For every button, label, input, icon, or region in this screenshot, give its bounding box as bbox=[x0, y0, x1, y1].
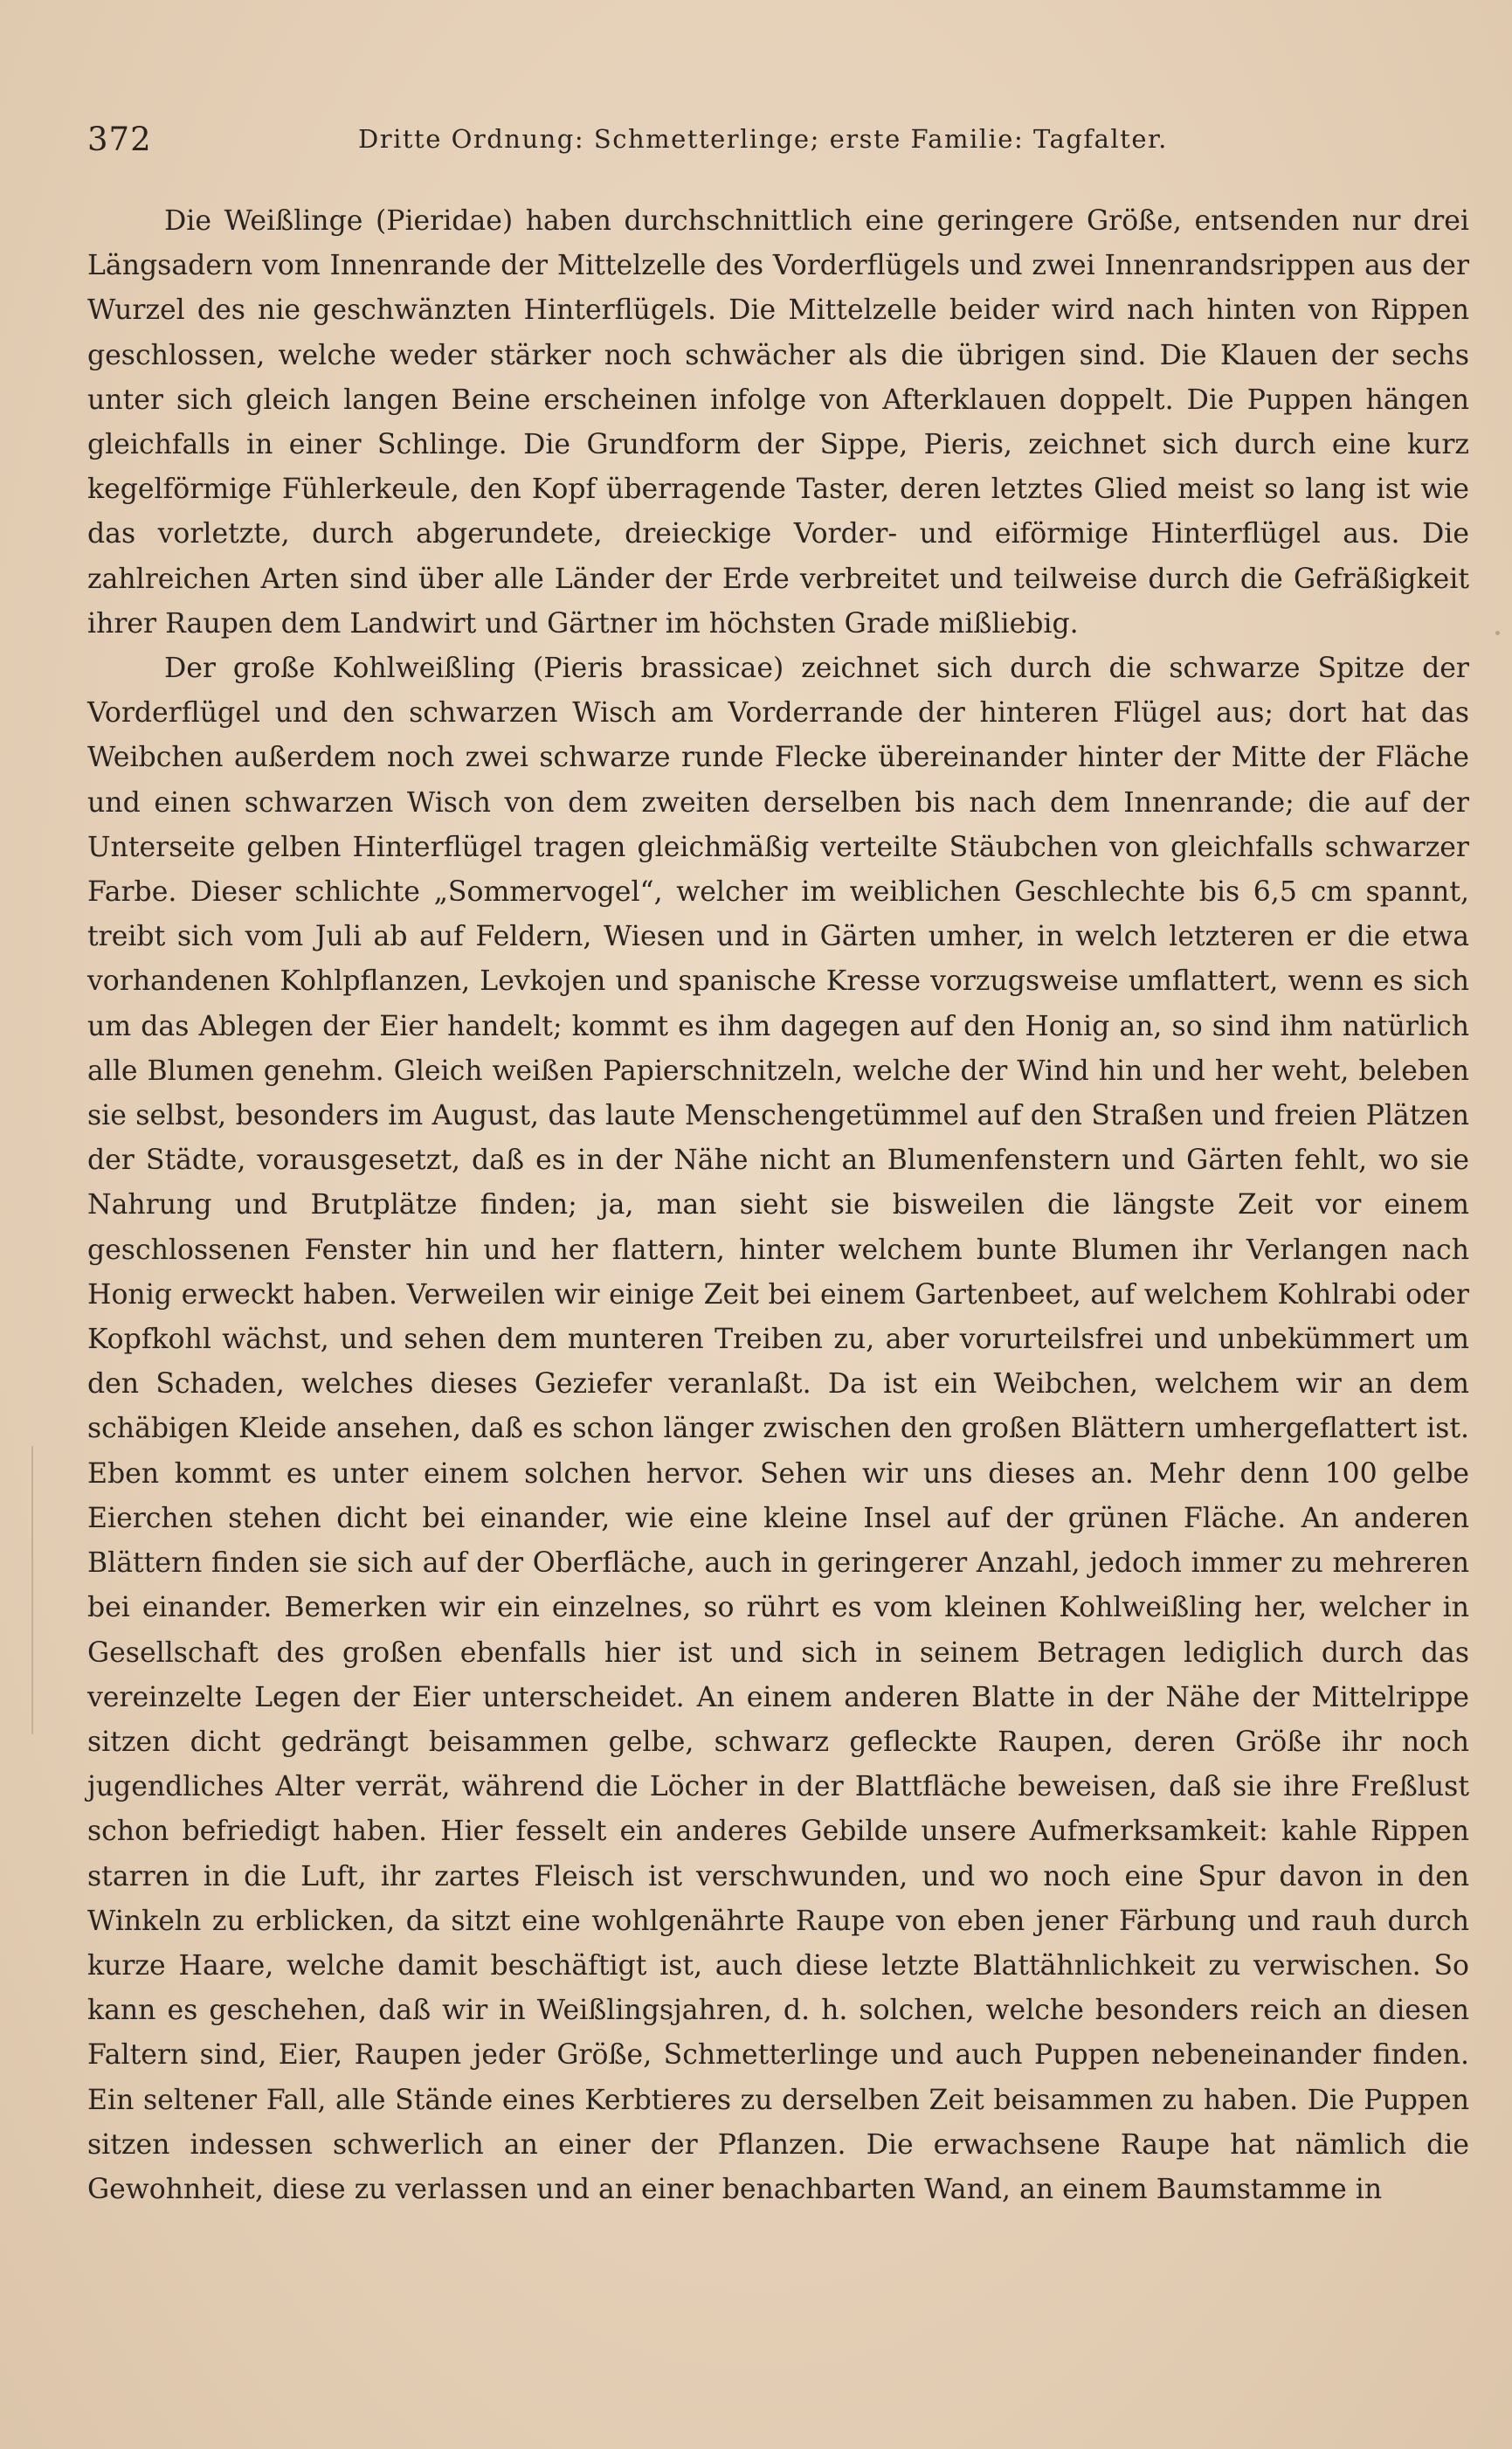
paragraph-pieridae: Die Weißlinge (Pieridae) haben durchschnittlich eine geringere Größe, entsenden nur drei Längsadern vom Innenrande der Mittelzelle des Vorderflügels und zwei Innenrandsrippen aus der Wurzel des nie geschwänzten Hinterflügels. Die Mittelzelle beider wird nach hinten von Rippen geschlossen, welche weder stärker noch schwächer als die übrigen sind. Die Klauen der sechs unter sich gleich langen Beine erscheinen infolge von Afterklauen doppelt. Die Puppen hängen gleichfalls in einer Schlinge. Die Grundform der Sippe, Pieris, zeichnet sich durch eine kurz kegelförmige Fühlerkeule, den Kopf überragende Taster, deren letztes Glied meist so lang ist wie das vorletzte, durch abgerundete, dreieckige Vorder- und eiförmige Hinterflügel aus. Die zahlreichen Arten sind über alle Länder der Erde verbreitet und teilweise durch die Gefräßigkeit ihrer Raupen dem Landwirt und Gärtner im höchsten Grade mißliebig. bbox=[87, 205, 1469, 640]
page-number: 372 bbox=[87, 121, 152, 158]
body-text bbox=[87, 199, 1469, 2212]
margin-pencil-mark bbox=[31, 1446, 33, 1734]
running-head: Dritte Ordnung: Schmetterlinge; erste Familie: Tagfalter. bbox=[358, 124, 1168, 154]
paragraph-kohlweissling: Der große Kohlweißling (Pieris brassicae) zeichnet sich durch die schwarze Spitze der Vorderflügel und den schwarzen Wisch am Vorderrande der hinteren Flügel aus; dort hat das Weibchen außerdem noch zwei schwarze runde Flecke übereinander hinter der Mitte der Fläche und einen schwarzen Wisch von dem zweiten derselben bis nach dem Innenrande; die auf der Unterseite gelben Hinterflügel tragen gleichmäßig verteilte Stäubchen von gleichfalls schwarzer Farbe. Dieser schlichte „Sommervogel“, welcher im weiblichen Geschlechte bis 6,5 cm spannt, treibt sich vom Juli ab auf Feldern, Wiesen und in Gärten umher, in welch letzteren er die etwa vorhandenen Kohlpflanzen, Levkojen und spanische Kresse vorzugsweise umflattert, wenn es sich um das Ablegen der Eier handelt; kommt es ihm dagegen auf den Honig an, so sind ihm natürlich alle Blumen genehm. Gleich weißen Papierschnitzeln, welche der Wind hin und her weht, beleben sie selbst, besonders im August, das laute Menschengetümmel auf den Straßen und freien Plätzen der Städte, vorausgesetzt, daß es in der Nähe nicht an Blumenfenstern und Gärten fehlt, wo sie Nahrung und Brutplätze finden; ja, man sieht sie bisweilen die längste Zeit vor einem geschlossenen Fenster hin und her flattern, hinter welchem bunte Blumen ihr Verlangen nach Honig erweckt haben. Verweilen wir einige Zeit bei einem Gartenbeet, auf welchem Kohlrabi oder Kopfkohl wächst, und sehen dem munteren Treiben zu, aber vorurteilsfrei und unbekümmert um den Schaden, welches dieses Geziefer veranlaßt. Da ist ein Weibchen, welchem wir an dem schäbigen Kleide ansehen, daß es schon länger zwischen den großen Blättern umhergeflattert ist. Eben kommt es unter einem solchen hervor. Sehen wir uns dieses an. Mehr denn 100 gelbe Eierchen stehen dicht bei einander, wie eine kleine Insel auf der grünen Fläche. An anderen Blättern finden sie sich auf der Oberfläche, auch in geringerer Anzahl, jedoch immer zu mehreren bei einander. Bemerken wir ein einzelnes, so rührt es vom kleinen Kohlweißling her, welcher in Gesellschaft des großen ebenfalls hier ist und sich in seinem Betragen lediglich durch das vereinzelte Legen der Eier unterscheidet. An einem anderen Blatte in der Nähe der Mittelrippe sitzen dicht gedrängt beisammen gelbe, schwarz gefleckte Raupen, deren Größe ihr noch jugendliches Alter verrät, während die Löcher in der Blattfläche beweisen, daß sie ihre Freßlust schon befriedigt haben. Hier fesselt ein anderes Gebilde unsere Aufmerksamkeit: kahle Rippen starren in die Luft, ihr zartes Fleisch ist verschwunden, und wo noch eine Spur davon in den Winkeln zu erblicken, da sitzt eine wohlgenährte Raupe von eben jener Färbung und rauh durch kurze Haare, welche damit beschäftigt ist, auch diese letzte Blattähnlichkeit zu verwischen. So kann es geschehen, daß wir in Weißlingsjahren, d. h. solchen, welche besonders reich an diesen Faltern sind, Eier, Raupen jeder Größe, Schmetterlinge und auch Puppen nebeneinander finden. Ein seltener Fall, alle Stände eines Kerbtieres zu derselben Zeit beisammen zu haben. Die Puppen sitzen indessen schwerlich an einer der Pflanzen. Die erwachsene Raupe hat nämlich die Gewohnheit, diese zu verlassen und an einer benachbarten Wand, an einem Baumstamme in bbox=[87, 653, 1469, 2205]
page-header bbox=[87, 121, 1467, 164]
paper-speck bbox=[1495, 631, 1500, 635]
